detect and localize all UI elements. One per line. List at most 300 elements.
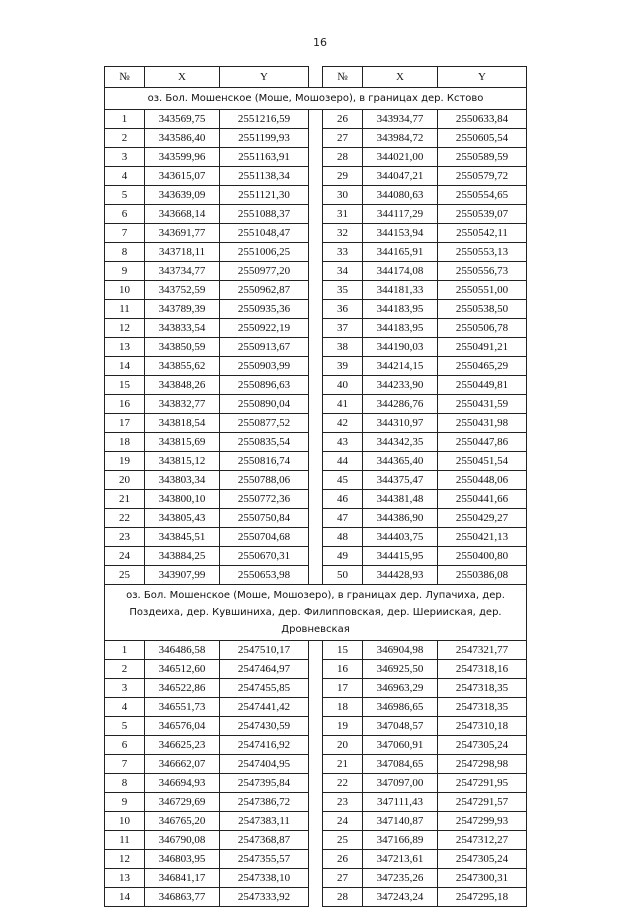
y-coordinate: 2547305,24 xyxy=(438,850,527,869)
point-number: 8 xyxy=(105,774,145,793)
x-coordinate: 343752,59 xyxy=(145,281,220,300)
column-gap xyxy=(309,186,323,205)
x-coordinate: 343599,96 xyxy=(145,148,220,167)
table-row xyxy=(105,300,581,319)
header-row xyxy=(105,67,581,88)
table-row xyxy=(105,338,581,357)
table-row xyxy=(105,755,581,774)
x-coordinate: 344310,97 xyxy=(363,414,438,433)
point-number: 17 xyxy=(323,679,363,698)
y-coordinate: 2547404,95 xyxy=(220,755,309,774)
table-row xyxy=(105,509,581,528)
table-row xyxy=(105,490,581,509)
point-number: 32 xyxy=(323,224,363,243)
point-number: 36 xyxy=(323,300,363,319)
x-coordinate: 347111,43 xyxy=(363,793,438,812)
y-coordinate: 2550448,06 xyxy=(438,471,527,490)
x-coordinate: 347235,26 xyxy=(363,869,438,888)
y-coordinate: 2547430,59 xyxy=(220,717,309,736)
point-number: 50 xyxy=(323,566,363,585)
x-coordinate: 343718,11 xyxy=(145,243,220,262)
point-number: 19 xyxy=(105,452,145,471)
y-coordinate: 2550506,78 xyxy=(438,319,527,338)
y-coordinate: 2550551,00 xyxy=(438,281,527,300)
y-coordinate: 2550400,80 xyxy=(438,547,527,566)
point-number: 8 xyxy=(105,243,145,262)
column-gap xyxy=(309,850,323,869)
y-coordinate: 2550465,29 xyxy=(438,357,527,376)
point-number: 14 xyxy=(105,357,145,376)
table-row xyxy=(105,528,581,547)
x-coordinate: 347097,00 xyxy=(363,774,438,793)
point-number: 3 xyxy=(105,679,145,698)
point-number: 9 xyxy=(105,262,145,281)
x-coordinate: 344375,47 xyxy=(363,471,438,490)
x-coordinate: 343734,77 xyxy=(145,262,220,281)
table-row xyxy=(105,774,581,793)
x-coordinate: 346863,77 xyxy=(145,888,220,907)
point-number: 23 xyxy=(323,793,363,812)
y-coordinate: 2550589,59 xyxy=(438,148,527,167)
point-number: 37 xyxy=(323,319,363,338)
x-coordinate: 343818,54 xyxy=(145,414,220,433)
y-coordinate: 2547416,92 xyxy=(220,736,309,755)
column-gap xyxy=(309,110,323,129)
y-coordinate: 2550903,99 xyxy=(220,357,309,376)
table-body xyxy=(105,67,581,907)
y-coordinate: 2547368,87 xyxy=(220,831,309,850)
point-number: 11 xyxy=(105,300,145,319)
column-gap xyxy=(309,281,323,300)
point-number: 21 xyxy=(105,490,145,509)
point-number: 5 xyxy=(105,717,145,736)
y-coordinate: 2550896,63 xyxy=(220,376,309,395)
y-coordinate: 2547318,35 xyxy=(438,679,527,698)
column-gap xyxy=(309,698,323,717)
x-coordinate: 346522,86 xyxy=(145,679,220,698)
x-coordinate: 346963,29 xyxy=(363,679,438,698)
section-title-row xyxy=(105,585,581,641)
x-coordinate: 346904,98 xyxy=(363,641,438,660)
table-row xyxy=(105,812,581,831)
point-number: 6 xyxy=(105,205,145,224)
point-number: 2 xyxy=(105,129,145,148)
table-row xyxy=(105,243,581,262)
table-row xyxy=(105,110,581,129)
x-coordinate: 343848,26 xyxy=(145,376,220,395)
y-coordinate: 2550491,21 xyxy=(438,338,527,357)
x-coordinate: 346486,58 xyxy=(145,641,220,660)
y-coordinate: 2550913,67 xyxy=(220,338,309,357)
point-number: 12 xyxy=(105,850,145,869)
y-coordinate: 2550962,87 xyxy=(220,281,309,300)
point-number: 18 xyxy=(323,698,363,717)
table-row xyxy=(105,167,581,186)
y-coordinate: 2550772,36 xyxy=(220,490,309,509)
point-number: 3 xyxy=(105,148,145,167)
x-coordinate: 343832,77 xyxy=(145,395,220,414)
x-coordinate: 344153,94 xyxy=(363,224,438,243)
point-number: 27 xyxy=(323,129,363,148)
point-number: 16 xyxy=(323,660,363,679)
table-row xyxy=(105,319,581,338)
point-number: 48 xyxy=(323,528,363,547)
y-coordinate: 2551138,34 xyxy=(220,167,309,186)
point-number: 15 xyxy=(105,376,145,395)
y-coordinate: 2547321,77 xyxy=(438,641,527,660)
column-gap xyxy=(309,490,323,509)
header-no-right: № xyxy=(323,67,363,88)
x-coordinate: 347140,87 xyxy=(363,812,438,831)
x-coordinate: 346576,04 xyxy=(145,717,220,736)
point-number: 25 xyxy=(105,566,145,585)
y-coordinate: 2547355,57 xyxy=(220,850,309,869)
x-coordinate: 343815,12 xyxy=(145,452,220,471)
column-gap xyxy=(309,660,323,679)
y-coordinate: 2550890,04 xyxy=(220,395,309,414)
y-coordinate: 2550431,98 xyxy=(438,414,527,433)
column-gap xyxy=(309,357,323,376)
column-gap xyxy=(309,338,323,357)
x-coordinate: 343586,40 xyxy=(145,129,220,148)
x-coordinate: 346841,17 xyxy=(145,869,220,888)
x-coordinate: 344286,76 xyxy=(363,395,438,414)
x-coordinate: 343845,51 xyxy=(145,528,220,547)
x-coordinate: 344181,33 xyxy=(363,281,438,300)
x-coordinate: 343805,43 xyxy=(145,509,220,528)
point-number: 47 xyxy=(323,509,363,528)
point-number: 20 xyxy=(323,736,363,755)
point-number: 6 xyxy=(105,736,145,755)
table-row xyxy=(105,357,581,376)
point-number: 13 xyxy=(105,869,145,888)
point-number: 25 xyxy=(323,831,363,850)
table-row xyxy=(105,376,581,395)
table-row xyxy=(105,148,581,167)
point-number: 23 xyxy=(105,528,145,547)
point-number: 31 xyxy=(323,205,363,224)
x-coordinate: 344386,90 xyxy=(363,509,438,528)
y-coordinate: 2547333,92 xyxy=(220,888,309,907)
x-coordinate: 346765,20 xyxy=(145,812,220,831)
point-number: 28 xyxy=(323,888,363,907)
y-coordinate: 2550556,73 xyxy=(438,262,527,281)
column-gap xyxy=(309,547,323,566)
y-coordinate: 2550788,06 xyxy=(220,471,309,490)
point-number: 45 xyxy=(323,471,363,490)
column-gap xyxy=(309,300,323,319)
table-row xyxy=(105,414,581,433)
y-coordinate: 2550386,08 xyxy=(438,566,527,585)
y-coordinate: 2550451,54 xyxy=(438,452,527,471)
y-coordinate: 2551121,30 xyxy=(220,186,309,205)
x-coordinate: 343907,99 xyxy=(145,566,220,585)
column-gap xyxy=(309,793,323,812)
x-coordinate: 347243,24 xyxy=(363,888,438,907)
point-number: 15 xyxy=(323,641,363,660)
x-coordinate: 347060,91 xyxy=(363,736,438,755)
y-coordinate: 2550538,50 xyxy=(438,300,527,319)
column-gap xyxy=(309,414,323,433)
x-coordinate: 344214,15 xyxy=(363,357,438,376)
x-coordinate: 343855,62 xyxy=(145,357,220,376)
point-number: 10 xyxy=(105,281,145,300)
x-coordinate: 346694,93 xyxy=(145,774,220,793)
x-coordinate: 347048,57 xyxy=(363,717,438,736)
point-number: 26 xyxy=(323,850,363,869)
table-row xyxy=(105,262,581,281)
table-row xyxy=(105,452,581,471)
x-coordinate: 346803,95 xyxy=(145,850,220,869)
y-coordinate: 2550977,20 xyxy=(220,262,309,281)
y-coordinate: 2547338,10 xyxy=(220,869,309,888)
y-coordinate: 2551006,25 xyxy=(220,243,309,262)
table-row xyxy=(105,717,581,736)
column-gap xyxy=(309,319,323,338)
point-number: 34 xyxy=(323,262,363,281)
x-coordinate: 344117,29 xyxy=(363,205,438,224)
point-number: 18 xyxy=(105,433,145,452)
point-number: 29 xyxy=(323,167,363,186)
column-gap xyxy=(309,148,323,167)
point-number: 40 xyxy=(323,376,363,395)
x-coordinate: 344190,03 xyxy=(363,338,438,357)
table-row xyxy=(105,641,581,660)
x-coordinate: 347084,65 xyxy=(363,755,438,774)
y-coordinate: 2550704,68 xyxy=(220,528,309,547)
table-row xyxy=(105,224,581,243)
x-coordinate: 347213,61 xyxy=(363,850,438,869)
x-coordinate: 344233,90 xyxy=(363,376,438,395)
x-coordinate: 343569,75 xyxy=(145,110,220,129)
column-gap xyxy=(309,167,323,186)
x-coordinate: 344415,95 xyxy=(363,547,438,566)
x-coordinate: 343789,39 xyxy=(145,300,220,319)
point-number: 46 xyxy=(323,490,363,509)
x-coordinate: 343815,69 xyxy=(145,433,220,452)
y-coordinate: 2551088,37 xyxy=(220,205,309,224)
point-number: 44 xyxy=(323,452,363,471)
point-number: 27 xyxy=(323,869,363,888)
point-number: 26 xyxy=(323,110,363,129)
column-gap xyxy=(309,869,323,888)
point-number: 24 xyxy=(105,547,145,566)
column-gap xyxy=(309,471,323,490)
header-y-right: Y xyxy=(438,67,527,88)
point-number: 1 xyxy=(105,641,145,660)
point-number: 11 xyxy=(105,831,145,850)
column-gap xyxy=(309,641,323,660)
x-coordinate: 344165,91 xyxy=(363,243,438,262)
y-coordinate: 2550633,84 xyxy=(438,110,527,129)
point-number: 39 xyxy=(323,357,363,376)
section-title-row xyxy=(105,88,581,110)
column-gap xyxy=(309,679,323,698)
column-gap xyxy=(309,243,323,262)
x-coordinate: 346625,23 xyxy=(145,736,220,755)
x-coordinate: 346790,08 xyxy=(145,831,220,850)
column-gap xyxy=(527,67,581,88)
point-number: 7 xyxy=(105,224,145,243)
point-number: 24 xyxy=(323,812,363,831)
point-number: 22 xyxy=(105,509,145,528)
point-number: 42 xyxy=(323,414,363,433)
column-gap xyxy=(309,376,323,395)
table-row xyxy=(105,186,581,205)
y-coordinate: 2550605,54 xyxy=(438,129,527,148)
y-coordinate: 2547299,93 xyxy=(438,812,527,831)
header-x-right: X xyxy=(363,67,438,88)
table-row xyxy=(105,281,581,300)
header-x-left: X xyxy=(145,67,220,88)
y-coordinate: 2550449,81 xyxy=(438,376,527,395)
column-gap xyxy=(309,755,323,774)
table-row xyxy=(105,698,581,717)
column-gap xyxy=(309,717,323,736)
x-coordinate: 344080,63 xyxy=(363,186,438,205)
y-coordinate: 2550553,13 xyxy=(438,243,527,262)
column-gap xyxy=(309,566,323,585)
point-number: 7 xyxy=(105,755,145,774)
column-gap xyxy=(309,433,323,452)
point-number: 49 xyxy=(323,547,363,566)
x-coordinate: 344428,93 xyxy=(363,566,438,585)
point-number: 30 xyxy=(323,186,363,205)
point-number: 38 xyxy=(323,338,363,357)
x-coordinate: 346729,69 xyxy=(145,793,220,812)
table-row xyxy=(105,547,581,566)
column-gap xyxy=(309,774,323,793)
point-number: 20 xyxy=(105,471,145,490)
x-coordinate: 344047,21 xyxy=(363,167,438,186)
y-coordinate: 2547300,31 xyxy=(438,869,527,888)
point-number: 28 xyxy=(323,148,363,167)
y-coordinate: 2550579,72 xyxy=(438,167,527,186)
point-number: 22 xyxy=(323,774,363,793)
column-gap xyxy=(309,831,323,850)
y-coordinate: 2550653,98 xyxy=(220,566,309,585)
y-coordinate: 2547291,95 xyxy=(438,774,527,793)
y-coordinate: 2547298,98 xyxy=(438,755,527,774)
x-coordinate: 343800,10 xyxy=(145,490,220,509)
table-row xyxy=(105,129,581,148)
column-gap xyxy=(309,224,323,243)
y-coordinate: 2550554,65 xyxy=(438,186,527,205)
x-coordinate: 343884,25 xyxy=(145,547,220,566)
table-row xyxy=(105,205,581,224)
page-number: 16 xyxy=(313,36,327,49)
section-title: оз. Бол. Мошенское (Моше, Мошозеро), в границах дер. Кстово xyxy=(105,88,527,110)
y-coordinate: 2547312,27 xyxy=(438,831,527,850)
table-row xyxy=(105,888,581,907)
column-gap xyxy=(309,395,323,414)
table-row xyxy=(105,471,581,490)
y-coordinate: 2550421,13 xyxy=(438,528,527,547)
table-row xyxy=(105,869,581,888)
y-coordinate: 2550750,84 xyxy=(220,509,309,528)
x-coordinate: 343668,14 xyxy=(145,205,220,224)
coordinates-table xyxy=(104,66,581,907)
column-gap xyxy=(309,67,323,88)
x-coordinate: 344183,95 xyxy=(363,319,438,338)
table-row xyxy=(105,831,581,850)
y-coordinate: 2547295,18 xyxy=(438,888,527,907)
y-coordinate: 2547318,16 xyxy=(438,660,527,679)
column-gap xyxy=(309,888,323,907)
column-gap xyxy=(309,262,323,281)
point-number: 12 xyxy=(105,319,145,338)
x-coordinate: 346551,73 xyxy=(145,698,220,717)
column-gap xyxy=(309,528,323,547)
point-number: 14 xyxy=(105,888,145,907)
y-coordinate: 2550922,19 xyxy=(220,319,309,338)
column-gap xyxy=(309,509,323,528)
x-coordinate: 346662,07 xyxy=(145,755,220,774)
point-number: 17 xyxy=(105,414,145,433)
x-coordinate: 343934,77 xyxy=(363,110,438,129)
section-title: оз. Бол. Мошенское (Моше, Мошозеро), в границах дер. Лупачиха, дер. Поздеиха, дер. Кувшиниха, дер. Филипповская, дер. Шерииская, дер. Дровневская xyxy=(105,585,527,641)
x-coordinate: 343984,72 xyxy=(363,129,438,148)
y-coordinate: 2550542,11 xyxy=(438,224,527,243)
x-coordinate: 343691,77 xyxy=(145,224,220,243)
x-coordinate: 344342,35 xyxy=(363,433,438,452)
y-coordinate: 2550816,74 xyxy=(220,452,309,471)
point-number: 10 xyxy=(105,812,145,831)
column-gap xyxy=(309,452,323,471)
table-row xyxy=(105,433,581,452)
x-coordinate: 344403,75 xyxy=(363,528,438,547)
y-coordinate: 2547386,72 xyxy=(220,793,309,812)
y-coordinate: 2547510,17 xyxy=(220,641,309,660)
point-number: 4 xyxy=(105,167,145,186)
x-coordinate: 344021,00 xyxy=(363,148,438,167)
x-coordinate: 343639,09 xyxy=(145,186,220,205)
x-coordinate: 343850,59 xyxy=(145,338,220,357)
x-coordinate: 346512,60 xyxy=(145,660,220,679)
column-gap xyxy=(309,736,323,755)
table-row xyxy=(105,793,581,812)
y-coordinate: 2550441,66 xyxy=(438,490,527,509)
point-number: 2 xyxy=(105,660,145,679)
point-number: 41 xyxy=(323,395,363,414)
table-row xyxy=(105,395,581,414)
x-coordinate: 346925,50 xyxy=(363,660,438,679)
y-coordinate: 2550447,86 xyxy=(438,433,527,452)
y-coordinate: 2551163,91 xyxy=(220,148,309,167)
y-coordinate: 2550429,27 xyxy=(438,509,527,528)
header-no-left: № xyxy=(105,67,145,88)
x-coordinate: 344365,40 xyxy=(363,452,438,471)
y-coordinate: 2547395,84 xyxy=(220,774,309,793)
point-number: 43 xyxy=(323,433,363,452)
table-row xyxy=(105,736,581,755)
point-number: 9 xyxy=(105,793,145,812)
y-coordinate: 2551199,93 xyxy=(220,129,309,148)
y-coordinate: 2547455,85 xyxy=(220,679,309,698)
y-coordinate: 2547305,24 xyxy=(438,736,527,755)
y-coordinate: 2547291,57 xyxy=(438,793,527,812)
y-coordinate: 2547383,11 xyxy=(220,812,309,831)
point-number: 4 xyxy=(105,698,145,717)
column-gap xyxy=(309,129,323,148)
table-row xyxy=(105,679,581,698)
x-coordinate: 343833,54 xyxy=(145,319,220,338)
point-number: 19 xyxy=(323,717,363,736)
y-coordinate: 2547441,42 xyxy=(220,698,309,717)
table-row xyxy=(105,850,581,869)
point-number: 5 xyxy=(105,186,145,205)
y-coordinate: 2550431,59 xyxy=(438,395,527,414)
